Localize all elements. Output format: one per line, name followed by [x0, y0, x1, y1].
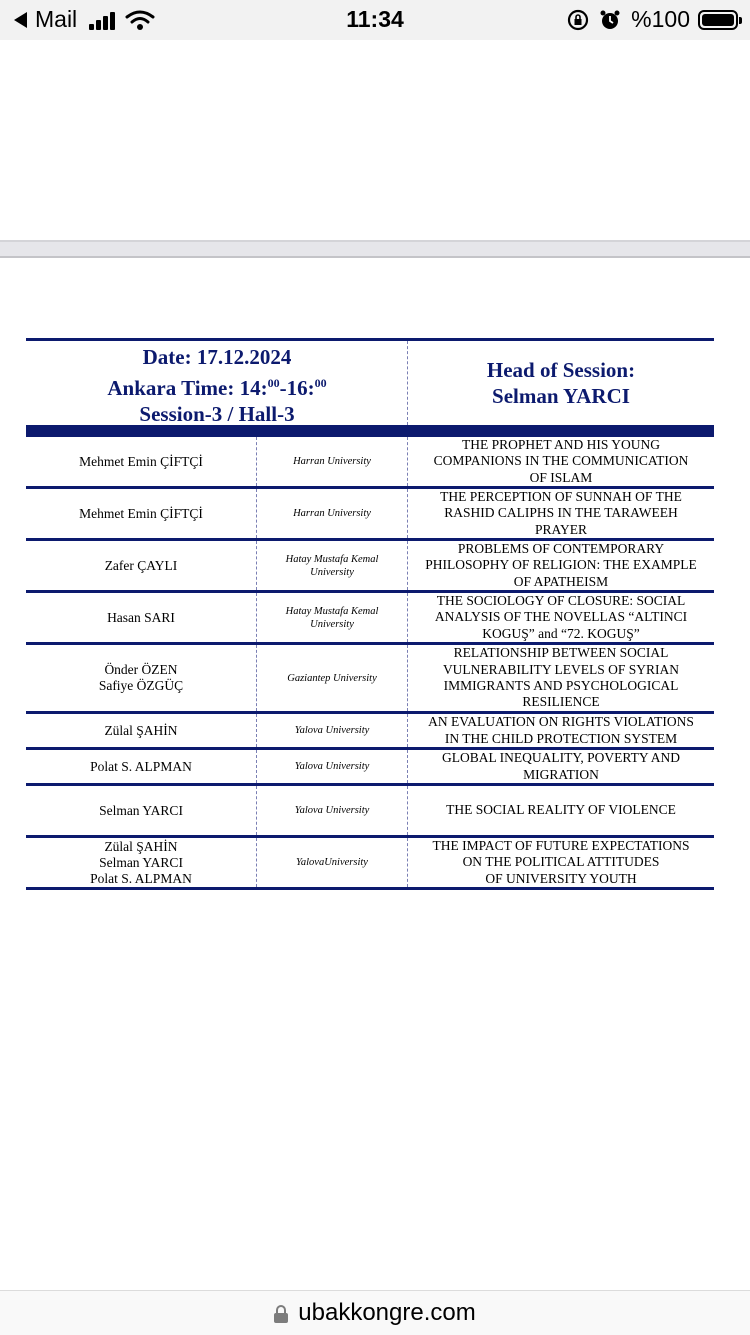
author-cell [26, 489, 256, 538]
title-cell [408, 489, 714, 538]
title-cell [408, 714, 714, 747]
alarm-icon [599, 9, 621, 31]
author-cell [26, 593, 256, 642]
title-cell-line: PHILOSOPHY OF RELIGION: THE EXAMPLE [425, 557, 697, 573]
author-cell [26, 541, 256, 590]
author-cell [26, 645, 256, 711]
author-cell [26, 714, 256, 747]
title-cell-line: RASHID CALIPHS IN THE TARAWEEH [444, 505, 678, 521]
title-cell-line: ON THE POLITICAL ATTITUDES [462, 854, 660, 870]
author-cell [26, 786, 256, 835]
author-cell-line: Zülal ŞAHİN [104, 722, 178, 738]
title-cell-line: OF APATHEISM [513, 573, 609, 589]
battery-percent: %100 [631, 6, 690, 32]
title-cell-line: IN THE CHILD PROTECTION SYSTEM [444, 730, 678, 746]
paper-rows [26, 437, 714, 890]
head-name: Selman YARCI [492, 384, 630, 408]
author-cell [26, 838, 256, 887]
session-head [408, 357, 714, 409]
author-cell-line: Hasan SARI [107, 609, 175, 625]
title-cell-line: IMMIGRANTS AND PSYCHOLOGICAL [443, 678, 679, 693]
author-cell [26, 750, 256, 783]
head-label: Head of Session: [486, 358, 636, 382]
session-time: Ankara Time: 14:$^{00}$-16:$^{00}$ [107, 376, 327, 400]
session-header [26, 338, 714, 425]
author-cell-line: Mehmet Emin ÇİFTÇİ [79, 453, 203, 469]
title-cell [408, 645, 714, 711]
author-cell-line: Polat S. ALPMAN [90, 870, 192, 886]
university-cell-line: Harran University [293, 508, 371, 519]
university-cell [256, 593, 408, 642]
university-cell-line: YalovaUniversity [296, 857, 368, 868]
table-row [26, 714, 714, 750]
title-cell-line: COMPANIONS IN THE COMMUNICATION [433, 453, 689, 469]
author-cell [26, 437, 256, 486]
university-cell-line: Yalova University [294, 761, 370, 772]
table-row [26, 838, 714, 890]
title-cell [408, 437, 714, 486]
title-cell-line: THE SOCIOLOGY OF CLOSURE: SOCIAL [436, 593, 686, 609]
university-cell-line: Gaziantep University [287, 672, 377, 684]
table-row [26, 750, 714, 786]
university-cell-line: Harran University [293, 456, 371, 467]
table-row [26, 593, 714, 645]
university-cell [256, 645, 408, 711]
university-cell [256, 750, 408, 783]
status-bar [0, 0, 750, 40]
title-cell-line: KOGUŞ” and “72. KOGUŞ” [482, 625, 640, 641]
title-cell [408, 593, 714, 642]
url-domain[interactable]: ubakkongre.com [298, 1299, 476, 1326]
title-cell-line: PROBLEMS OF CONTEMPORARY [457, 541, 665, 557]
university-cell-line: University [310, 618, 354, 630]
title-cell [408, 541, 714, 590]
title-cell-line: ANALYSIS OF THE NOVELLAS “ALTINCI [434, 609, 688, 625]
page-separator [0, 240, 750, 258]
author-cell-line: Zafer ÇAYLI [104, 557, 178, 573]
author-cell-line: Safiye ÖZGÜÇ [98, 678, 184, 693]
title-cell [408, 838, 714, 887]
university-cell [256, 541, 408, 590]
university-cell [256, 838, 408, 887]
university-cell-line: Hatay Mustafa Kemal [285, 553, 379, 565]
title-cell-line: RELATIONSHIP BETWEEN SOCIAL [453, 645, 669, 661]
session-info [26, 344, 408, 427]
author-cell-line: Polat S. ALPMAN [90, 758, 192, 774]
table-row [26, 786, 714, 838]
author-cell-line: Önder ÖZEN [104, 662, 178, 677]
title-cell-line: THE PERCEPTION OF SUNNAH OF THE [440, 489, 682, 505]
title-cell-line: OF ISLAM [529, 469, 593, 485]
table-row [26, 541, 714, 593]
session-hall: Session-3 / Hall-3 [139, 402, 295, 426]
title-cell-line: OF UNIVERSITY YOUTH [485, 870, 637, 886]
title-cell-line: THE IMPACT OF FUTURE EXPECTATIONS [432, 838, 690, 854]
table-row [26, 645, 714, 714]
table-row [26, 437, 714, 489]
session-program [26, 338, 714, 890]
title-cell-line: THE SOCIAL REALITY OF VIOLENCE [446, 802, 676, 818]
author-cell-line: Mehmet Emin ÇİFTÇİ [79, 505, 203, 521]
university-cell-line: Hatay Mustafa Kemal [285, 605, 379, 617]
title-cell-line: PRAYER [534, 521, 588, 537]
title-cell-line: VULNERABILITY LEVELS OF SYRIAN [442, 661, 680, 677]
author-cell-line: Zülal ŞAHİN [104, 838, 178, 854]
title-cell-line: THE PROPHET AND HIS YOUNG [461, 437, 660, 453]
session-date: Date: 17.12.2024 [142, 345, 292, 369]
title-cell-line: RESILIENCE [522, 694, 600, 710]
university-cell-line: Yalova University [294, 805, 370, 816]
author-cell-line: Selman YARCI [99, 802, 183, 818]
university-cell [256, 714, 408, 747]
title-cell [408, 786, 714, 835]
university-cell-line: Yalova University [294, 725, 370, 736]
university-cell-line: University [310, 566, 354, 578]
lock-icon [274, 1305, 288, 1323]
author-cell-line: Selman YARCI [99, 854, 183, 870]
university-cell [256, 437, 408, 486]
back-app-label[interactable]: Mail [35, 6, 78, 32]
university-cell [256, 489, 408, 538]
orientation-lock-icon [567, 9, 589, 31]
title-cell-line: GLOBAL INEQUALITY, POVERTY AND [442, 750, 680, 766]
title-cell-line: AN EVALUATION ON RIGHTS VIOLATIONS [428, 714, 694, 730]
url-bar[interactable] [0, 1290, 750, 1335]
university-cell [256, 786, 408, 835]
title-cell-line: MIGRATION [523, 766, 599, 782]
table-row [26, 489, 714, 541]
battery-icon [698, 10, 738, 30]
title-cell [408, 750, 714, 783]
clock: 11:34 [346, 6, 404, 32]
